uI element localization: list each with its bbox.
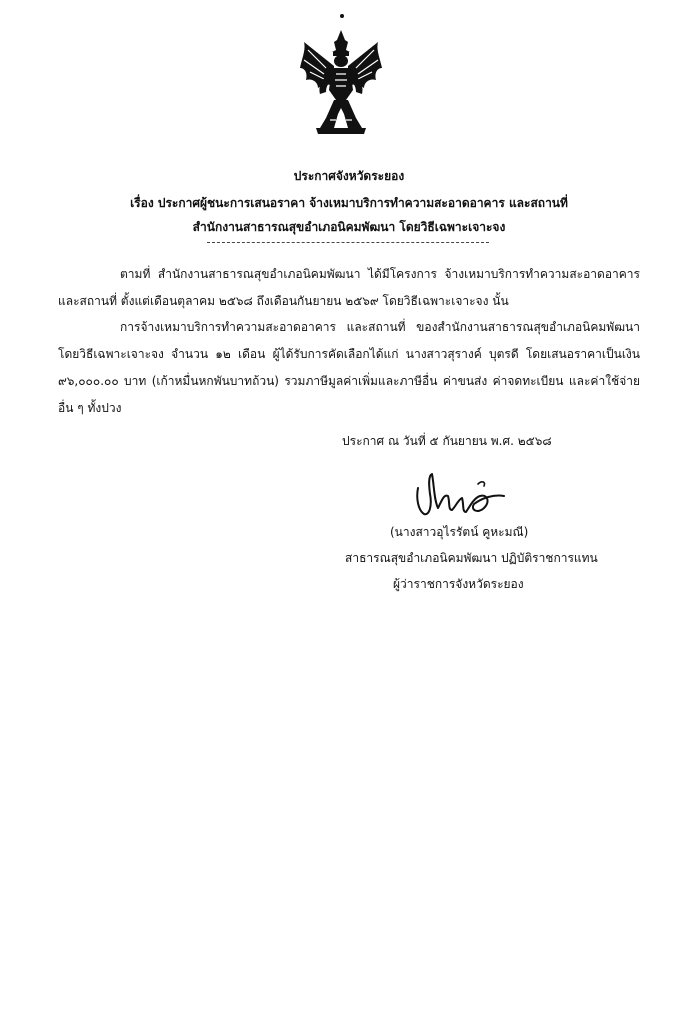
- document-org-title: ประกาศจังหวัดระยอง: [293, 169, 405, 183]
- dashed-divider: [207, 242, 489, 243]
- signer-position: สาธารณสุขอำเภอนิคมพัฒนา ปฏิบัติราชการแทน: [345, 551, 598, 565]
- signer-authority: ผู้ว่าราชการจังหวัดระยอง: [393, 577, 524, 591]
- garuda-emblem-icon: [296, 28, 386, 136]
- body-paragraph-2: การจ้างเหมาบริการทำความสะอาดอาคาร และสถานที่ ของสำนักงานสาธารณสุขอำเภอนิคมพัฒนา โดยวิธีเฉพาะเจาะจง จำนวน ๑๒ เดือน ผู้ได้รับการคัดเลือกได้แก่ นางสาวสุรางค์ บุตรดี โดยเสนอราคาเป็นเงิน ๙๖,๐๐๐.๐๐ บาท (เก้าหมื่นหกพันบาทถ้วน) รวมภาษีมูลค่าเพิ่มและภาษีอื่น ค่าขนส่ง ค่าจดทะเบียน และค่าใช้จ่ายอื่น ๆ ทั้งปวง: [58, 320, 640, 415]
- document-office-line: สำนักงานสาธารณสุขอำเภอนิคมพัฒนา โดยวิธีเฉพาะเจาะจง: [192, 220, 506, 234]
- document-subject: เรื่อง ประกาศผู้ชนะการเสนอราคา จ้างเหมาบริการทำความสะอาดอาคาร และสถานที่: [130, 196, 568, 210]
- body-paragraph-1: ตามที่ สำนักงานสาธารณสุขอำเภอนิคมพัฒนา ได้มีโครงการ จ้างเหมาบริการทำความสะอาดอาคาร และสถานที่ ตั้งแต่เดือนตุลาคม ๒๕๖๘ ถึงเดือนกันยายน ๒๕๖๙ โดยวิธีเฉพาะเจาะจง นั้น: [58, 267, 640, 308]
- handwritten-signature: [408, 470, 518, 522]
- signer-name: (นางสาวอุไรรัตน์ คูหะมณี): [390, 525, 529, 539]
- announcement-date: ประกาศ ณ วันที่ ๕ กันยายน พ.ศ. ๒๕๖๘: [342, 434, 552, 448]
- page-mark-dot: [340, 14, 344, 18]
